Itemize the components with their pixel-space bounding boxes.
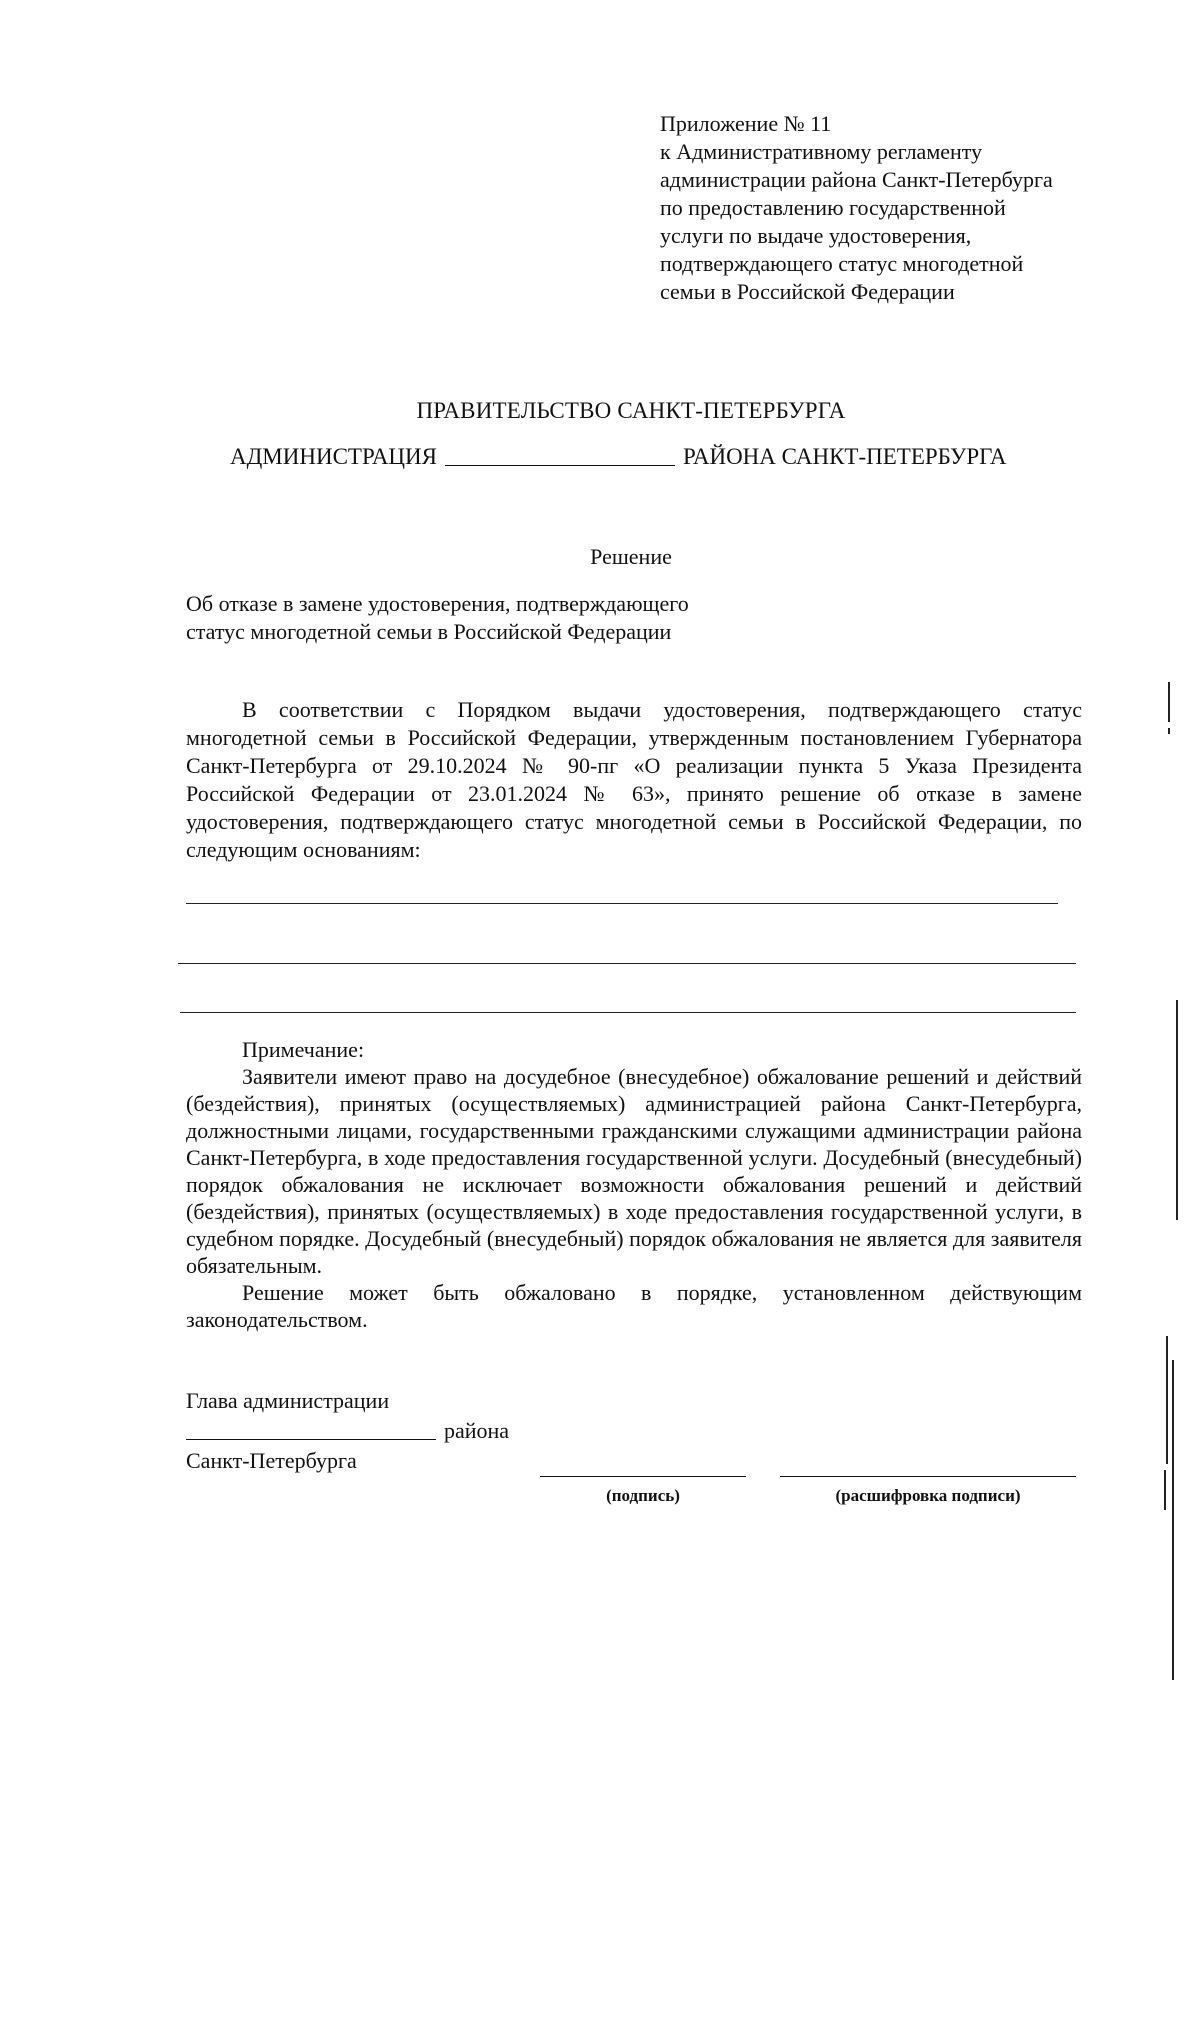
annex-line: администрации района Санкт-Петербурга	[660, 167, 1053, 192]
decision-title: Решение	[590, 544, 672, 569]
annex-line: Приложение № 11	[660, 111, 832, 136]
grounds-fill-line	[180, 1012, 1076, 1013]
administration-line	[230, 444, 1007, 470]
administration-label: АДМИНИСТРАЦИЯ	[230, 444, 437, 469]
grounds-fill-line	[186, 903, 1058, 904]
annex-reference	[660, 110, 1120, 306]
signatory-district-row	[186, 1416, 509, 1446]
annex-line: услуги по выдаче удостоверения,	[660, 223, 972, 248]
signature-caption: (подпись)	[606, 1486, 680, 1505]
scan-edge-mark	[1166, 1336, 1168, 1464]
annex-line: по предоставлению государственной	[660, 195, 1006, 220]
district-label: РАЙОНА САНКТ-ПЕТЕРБУРГА	[683, 444, 1007, 469]
signatory-title: Глава администрации	[186, 1388, 390, 1413]
subject-line: статус многодетной семьи в Российской Федерации	[186, 619, 672, 644]
signatory-district-label: района	[444, 1418, 510, 1443]
signatory-block	[186, 1386, 509, 1476]
district-blank-line	[445, 464, 675, 466]
scan-edge-mark	[1172, 1360, 1174, 1680]
signatory-district-blank	[186, 1438, 436, 1440]
decision-subject	[186, 590, 806, 646]
signature-decoding-line	[780, 1476, 1076, 1477]
signature-decoding-caption: (расшифровка подписи)	[835, 1486, 1021, 1505]
scan-edge-mark	[1176, 1000, 1178, 1220]
government-title: ПРАВИТЕЛЬСТВО САНКТ-ПЕТЕРБУРГА	[416, 398, 846, 423]
grounds-fill-line	[178, 963, 1076, 964]
annex-line: семьи в Российской Федерации	[660, 279, 955, 304]
decision-body: В соответствии с Порядком выдачи удостоверения, подтверждающего статус многодетной семьи в Российской Федерации, утвержденным постановлением Губернатора Санкт-Петербурга от 29.10.2024 № 90-пг «О реализации пункта 5 Указа Президента Российской Федерации от 23.01.2024 № 63», принято решение об отказе в замене удостоверения, подтверждающего статус многодетной семьи в Российской Федерации, по следующим основаниям:	[186, 697, 1082, 862]
scan-edge-mark	[1168, 728, 1170, 734]
signatory-city: Санкт-Петербурга	[186, 1448, 357, 1473]
subject-line: Об отказе в замене удостоверения, подтверждающего	[186, 591, 689, 616]
note-paragraph: Заявители имеют право на досудебное (внесудебное) обжалование решений и действий (бездействия), принятых (осуществляемых) администрацией района Санкт-Петербурга, должностными лицами, государственными гражданскими служащими администрации района Санкт-Петербурга, в ходе предоставления государственной услуги. Досудебный (внесудебный) порядок обжалования не исключает возможности обжалования решений и действий (бездействия), принятых (осуществляемых) в ходе предоставления государственной услуги, в судебном порядке. Досудебный (внесудебный) порядок обжалования не является для заявителя обязательным.	[186, 1064, 1082, 1278]
note-section	[186, 1036, 1082, 1333]
scan-edge-mark	[1164, 1470, 1166, 1510]
note-paragraph: Решение может быть обжаловано в порядке, установленном действующим законодательством.	[186, 1280, 1082, 1332]
annex-line: подтверждающего статус многодетной	[660, 251, 1024, 276]
note-label: Примечание:	[242, 1037, 365, 1062]
scan-edge-mark	[1168, 682, 1170, 722]
signature-line	[540, 1476, 746, 1477]
annex-line: к Административному регламенту	[660, 139, 983, 164]
